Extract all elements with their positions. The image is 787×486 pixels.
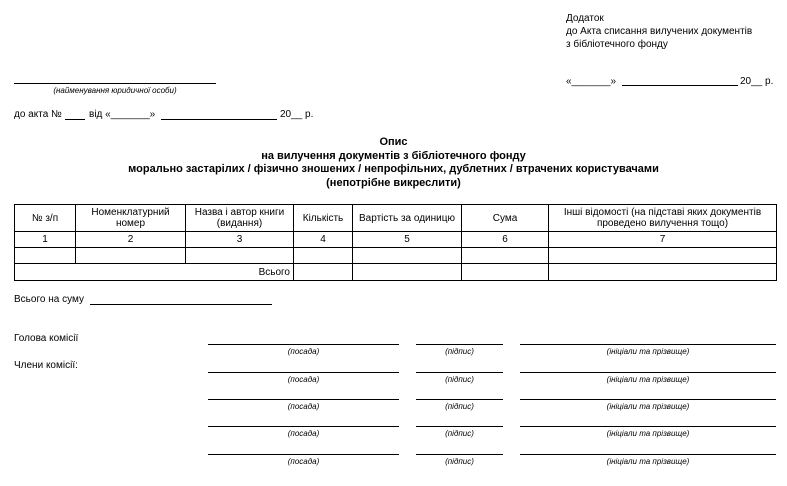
act-date-year: 20__ р. — [280, 109, 314, 120]
position-line[interactable] — [208, 372, 399, 373]
act-number-line[interactable] — [65, 119, 85, 120]
header-date-year: 20__ р. — [740, 76, 774, 87]
annex-block — [566, 12, 752, 51]
signature-line[interactable] — [416, 454, 503, 455]
signature-hint: (підпис) — [445, 347, 474, 356]
column-number-row — [15, 232, 777, 248]
signature-line[interactable] — [416, 344, 503, 345]
title-line-2: на вилучення документів з бібліотечного фонду — [261, 149, 526, 162]
document-title — [0, 136, 787, 190]
total-unit-price-cell[interactable] — [353, 264, 462, 281]
signature-hint: (підпис) — [445, 402, 474, 411]
act-number-label: до акта № — [14, 109, 62, 120]
org-name-hint: (найменування юридичної особи) — [53, 86, 177, 95]
signature-line[interactable] — [416, 399, 503, 400]
total-sum-line[interactable] — [90, 304, 272, 305]
table-cell[interactable] — [186, 248, 294, 264]
column-header: № з/п — [15, 205, 76, 232]
table-cell[interactable] — [294, 248, 353, 264]
table-cell[interactable] — [462, 248, 549, 264]
position-line[interactable] — [208, 399, 399, 400]
total-notes-cell[interactable] — [549, 264, 777, 281]
act-date-day: від «_______» — [89, 109, 156, 120]
column-number: 1 — [15, 232, 76, 248]
name-hint: (ініціали та прізвище) — [606, 429, 690, 438]
table-total-row — [15, 264, 777, 281]
name-line[interactable] — [520, 426, 776, 427]
signature-hint: (підпис) — [445, 457, 474, 466]
name-hint: (ініціали та прізвище) — [606, 402, 690, 411]
position-line[interactable] — [208, 454, 399, 455]
table-cell[interactable] — [76, 248, 186, 264]
position-line[interactable] — [208, 426, 399, 427]
annex-title: Додаток — [566, 13, 604, 24]
signature-line[interactable] — [416, 426, 503, 427]
commission-members-label: Члени комісії: — [14, 360, 78, 371]
table-row — [15, 248, 777, 264]
name-hint: (ініціали та прізвище) — [606, 375, 690, 384]
header-date-day: «_______» — [566, 76, 617, 87]
table-cell[interactable] — [15, 248, 76, 264]
signature-line[interactable] — [416, 372, 503, 373]
signature-hint: (підпис) — [445, 429, 474, 438]
total-sum-label: Всього на суму — [14, 294, 84, 305]
column-number: 7 — [549, 232, 777, 248]
title-line-1: Опис — [379, 136, 408, 148]
table-header-row — [15, 205, 777, 232]
total-label: Всього — [15, 264, 294, 281]
table-cell[interactable] — [353, 248, 462, 264]
name-hint: (ініціали та прізвище) — [606, 347, 690, 356]
act-date-month-line[interactable] — [161, 119, 277, 120]
column-number: 4 — [294, 232, 353, 248]
name-line[interactable] — [520, 372, 776, 373]
position-hint: (посада) — [287, 402, 320, 411]
total-sum-cell[interactable] — [462, 264, 549, 281]
commission-head-label: Голова комісії — [14, 333, 79, 344]
signature-hint: (підпис) — [445, 375, 474, 384]
column-number: 5 — [353, 232, 462, 248]
column-header: Вартість за одиницю — [353, 205, 462, 232]
header-date-month-line[interactable] — [622, 85, 738, 86]
column-number: 2 — [76, 232, 186, 248]
column-number: 3 — [186, 232, 294, 248]
name-line[interactable] — [520, 399, 776, 400]
position-hint: (посада) — [287, 375, 320, 384]
name-line[interactable] — [520, 344, 776, 345]
name-hint: (ініціали та прізвище) — [606, 457, 690, 466]
name-line[interactable] — [520, 454, 776, 455]
column-header: Інші відомості (на підставі яких документів проведено вилучення тощо) — [549, 205, 777, 232]
column-number: 6 — [462, 232, 549, 248]
inventory-table — [14, 204, 777, 281]
position-hint: (посада) — [287, 347, 320, 356]
title-line-3: морально застарілих / фізично зношених / непрофільних, дублетних / втрачених користувачами — [128, 163, 659, 175]
position-hint: (посада) — [287, 457, 320, 466]
table-cell[interactable] — [549, 248, 777, 264]
column-header: Номенклатурний номер — [76, 205, 186, 232]
column-header: Сума — [462, 205, 549, 232]
total-quantity-cell[interactable] — [294, 264, 353, 281]
column-header: Кількість — [294, 205, 353, 232]
position-hint: (посада) — [287, 429, 320, 438]
title-line-4: (непотрібне викреслити) — [326, 176, 461, 189]
column-header: Назва і автор книги (видання) — [186, 205, 294, 232]
org-name-line[interactable] — [14, 83, 216, 84]
annex-line-3: з бібліотечного фонду — [566, 39, 668, 50]
annex-line-2: до Акта списання вилучених документів — [566, 26, 753, 37]
position-line[interactable] — [208, 344, 399, 345]
